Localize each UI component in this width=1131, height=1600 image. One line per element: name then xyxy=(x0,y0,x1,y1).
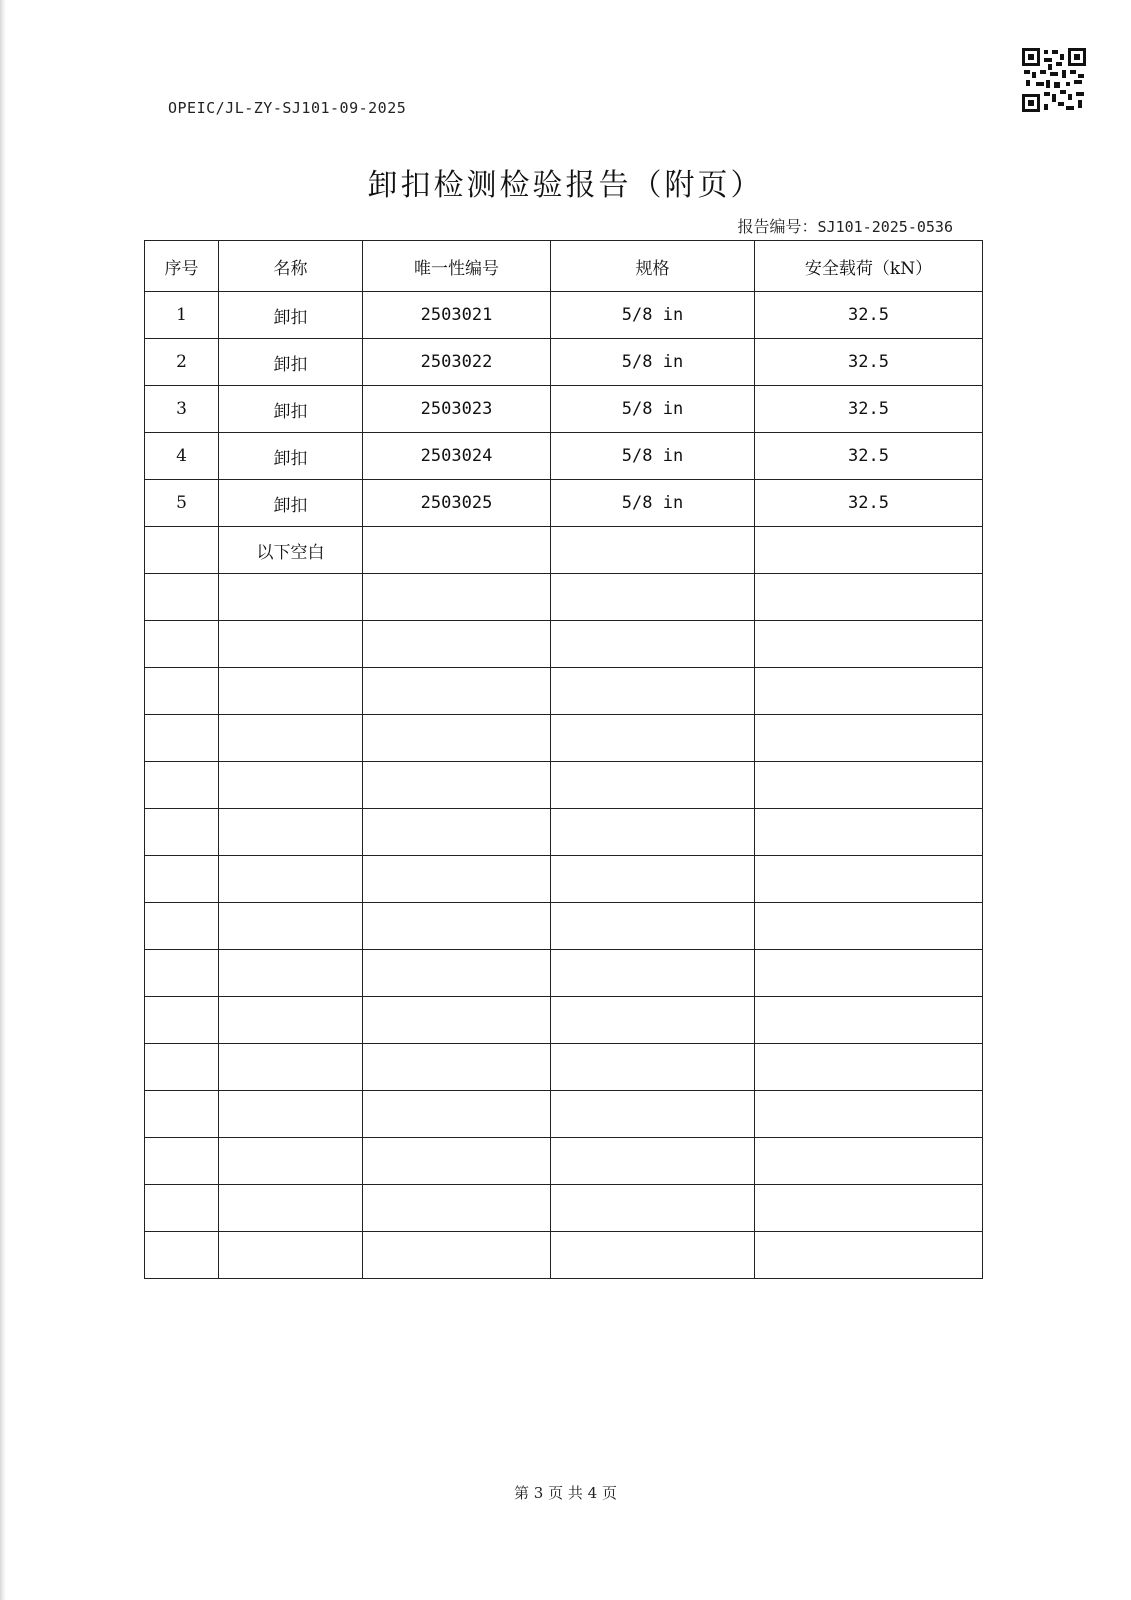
cell-safe-load xyxy=(755,809,983,856)
cell-name xyxy=(219,997,363,1044)
cell-unique-id: 2503025 xyxy=(363,480,551,527)
report-number-label: 报告编号： xyxy=(737,217,818,236)
cell-unique-id xyxy=(363,997,551,1044)
table-row xyxy=(145,809,983,856)
cell-index xyxy=(145,809,219,856)
cell-index: 5 xyxy=(145,480,219,527)
cell-unique-id xyxy=(363,809,551,856)
table-row xyxy=(145,950,983,997)
cell-spec: 5/8 in xyxy=(551,433,755,480)
cell-name xyxy=(219,809,363,856)
inspection-table xyxy=(144,240,983,1279)
cell-index xyxy=(145,715,219,762)
table-row xyxy=(145,1091,983,1138)
cell-safe-load: 32.5 xyxy=(755,339,983,386)
page-title: 卸扣检测检验报告（附页） xyxy=(367,168,764,203)
cell-index xyxy=(145,574,219,621)
cell-spec xyxy=(551,1138,755,1185)
cell-index xyxy=(145,527,219,574)
cell-spec xyxy=(551,1232,755,1279)
cell-index xyxy=(145,1091,219,1138)
cell-spec xyxy=(551,1044,755,1091)
cell-index xyxy=(145,1185,219,1232)
cell-unique-id xyxy=(363,621,551,668)
cell-name xyxy=(219,1138,363,1185)
cell-unique-id xyxy=(363,762,551,809)
cell-safe-load: 32.5 xyxy=(755,386,983,433)
cell-index xyxy=(145,903,219,950)
cell-safe-load xyxy=(755,762,983,809)
table-row xyxy=(145,762,983,809)
column-header-safe-load: 安全载荷（kN） xyxy=(755,241,983,292)
cell-index xyxy=(145,997,219,1044)
qr-code-icon xyxy=(1022,48,1086,112)
cell-index xyxy=(145,856,219,903)
cell-safe-load xyxy=(755,621,983,668)
cell-spec xyxy=(551,997,755,1044)
report-number-value: SJ101-2025-0536 xyxy=(817,218,953,236)
cell-safe-load xyxy=(755,574,983,621)
table-row xyxy=(145,621,983,668)
cell-unique-id: 2503021 xyxy=(363,292,551,339)
cell-index xyxy=(145,1138,219,1185)
column-header-index: 序号 xyxy=(145,241,219,292)
cell-spec xyxy=(551,621,755,668)
cell-name xyxy=(219,903,363,950)
cell-safe-load xyxy=(755,715,983,762)
cell-name xyxy=(219,762,363,809)
cell-unique-id: 2503024 xyxy=(363,433,551,480)
cell-spec xyxy=(551,809,755,856)
cell-safe-load xyxy=(755,950,983,997)
cell-name xyxy=(219,715,363,762)
cell-index xyxy=(145,1044,219,1091)
cell-name xyxy=(219,950,363,997)
table-row xyxy=(145,480,983,527)
cell-name xyxy=(219,668,363,715)
cell-spec xyxy=(551,762,755,809)
cell-safe-load: 32.5 xyxy=(755,433,983,480)
page-number: 第 3 页 共 4 页 xyxy=(514,1484,617,1502)
cell-spec: 5/8 in xyxy=(551,480,755,527)
cell-name: 卸扣 xyxy=(219,480,363,527)
table-row xyxy=(145,386,983,433)
column-header-name: 名称 xyxy=(219,241,363,292)
cell-safe-load xyxy=(755,1138,983,1185)
cell-spec xyxy=(551,1185,755,1232)
cell-spec: 5/8 in xyxy=(551,292,755,339)
table-row xyxy=(145,903,983,950)
cell-safe-load xyxy=(755,997,983,1044)
cell-name xyxy=(219,621,363,668)
cell-name: 卸扣 xyxy=(219,292,363,339)
cell-unique-id: 2503023 xyxy=(363,386,551,433)
cell-spec xyxy=(551,856,755,903)
cell-index xyxy=(145,668,219,715)
cell-safe-load xyxy=(755,903,983,950)
table-body xyxy=(145,292,983,1279)
column-header-spec: 规格 xyxy=(551,241,755,292)
cell-safe-load xyxy=(755,1044,983,1091)
cell-unique-id xyxy=(363,1185,551,1232)
cell-unique-id xyxy=(363,574,551,621)
cell-spec xyxy=(551,950,755,997)
report-number xyxy=(738,214,953,237)
table-row xyxy=(145,1138,983,1185)
scan-edge xyxy=(0,0,6,1600)
cell-name xyxy=(219,1185,363,1232)
cell-name xyxy=(219,1091,363,1138)
cell-name: 卸扣 xyxy=(219,386,363,433)
cell-spec xyxy=(551,527,755,574)
table-row xyxy=(145,433,983,480)
cell-name xyxy=(219,1044,363,1091)
cell-unique-id xyxy=(363,1232,551,1279)
cell-spec xyxy=(551,668,755,715)
cell-index xyxy=(145,762,219,809)
table-row xyxy=(145,856,983,903)
cell-spec: 5/8 in xyxy=(551,339,755,386)
document-code: OPEIC/JL-ZY-SJ101-09-2025 xyxy=(168,99,407,117)
cell-safe-load xyxy=(755,1091,983,1138)
cell-name xyxy=(219,1232,363,1279)
table-row xyxy=(145,292,983,339)
cell-index xyxy=(145,950,219,997)
cell-index: 2 xyxy=(145,339,219,386)
cell-safe-load xyxy=(755,1232,983,1279)
cell-unique-id: 2503022 xyxy=(363,339,551,386)
table-row xyxy=(145,1044,983,1091)
table-row xyxy=(145,339,983,386)
cell-name xyxy=(219,574,363,621)
cell-unique-id xyxy=(363,715,551,762)
cell-unique-id xyxy=(363,1091,551,1138)
cell-spec xyxy=(551,1091,755,1138)
cell-safe-load xyxy=(755,1185,983,1232)
cell-unique-id xyxy=(363,527,551,574)
cell-safe-load: 32.5 xyxy=(755,480,983,527)
column-header-unique-id: 唯一性编号 xyxy=(363,241,551,292)
cell-spec xyxy=(551,574,755,621)
table-row xyxy=(145,668,983,715)
table-row xyxy=(145,574,983,621)
cell-unique-id xyxy=(363,903,551,950)
cell-name xyxy=(219,856,363,903)
cell-index: 1 xyxy=(145,292,219,339)
cell-safe-load: 32.5 xyxy=(755,292,983,339)
cell-index: 4 xyxy=(145,433,219,480)
cell-unique-id xyxy=(363,668,551,715)
cell-spec xyxy=(551,903,755,950)
cell-index xyxy=(145,621,219,668)
cell-unique-id xyxy=(363,1044,551,1091)
cell-spec xyxy=(551,715,755,762)
cell-unique-id xyxy=(363,1138,551,1185)
cell-name: 以下空白 xyxy=(219,527,363,574)
table-row xyxy=(145,997,983,1044)
table-row xyxy=(145,715,983,762)
table-row xyxy=(145,527,983,574)
cell-index: 3 xyxy=(145,386,219,433)
cell-index xyxy=(145,1232,219,1279)
cell-safe-load xyxy=(755,527,983,574)
cell-safe-load xyxy=(755,668,983,715)
cell-unique-id xyxy=(363,950,551,997)
table-row xyxy=(145,1232,983,1279)
cell-name: 卸扣 xyxy=(219,339,363,386)
table-header-row xyxy=(145,241,983,292)
cell-unique-id xyxy=(363,856,551,903)
cell-name: 卸扣 xyxy=(219,433,363,480)
cell-spec: 5/8 in xyxy=(551,386,755,433)
cell-safe-load xyxy=(755,856,983,903)
table-row xyxy=(145,1185,983,1232)
